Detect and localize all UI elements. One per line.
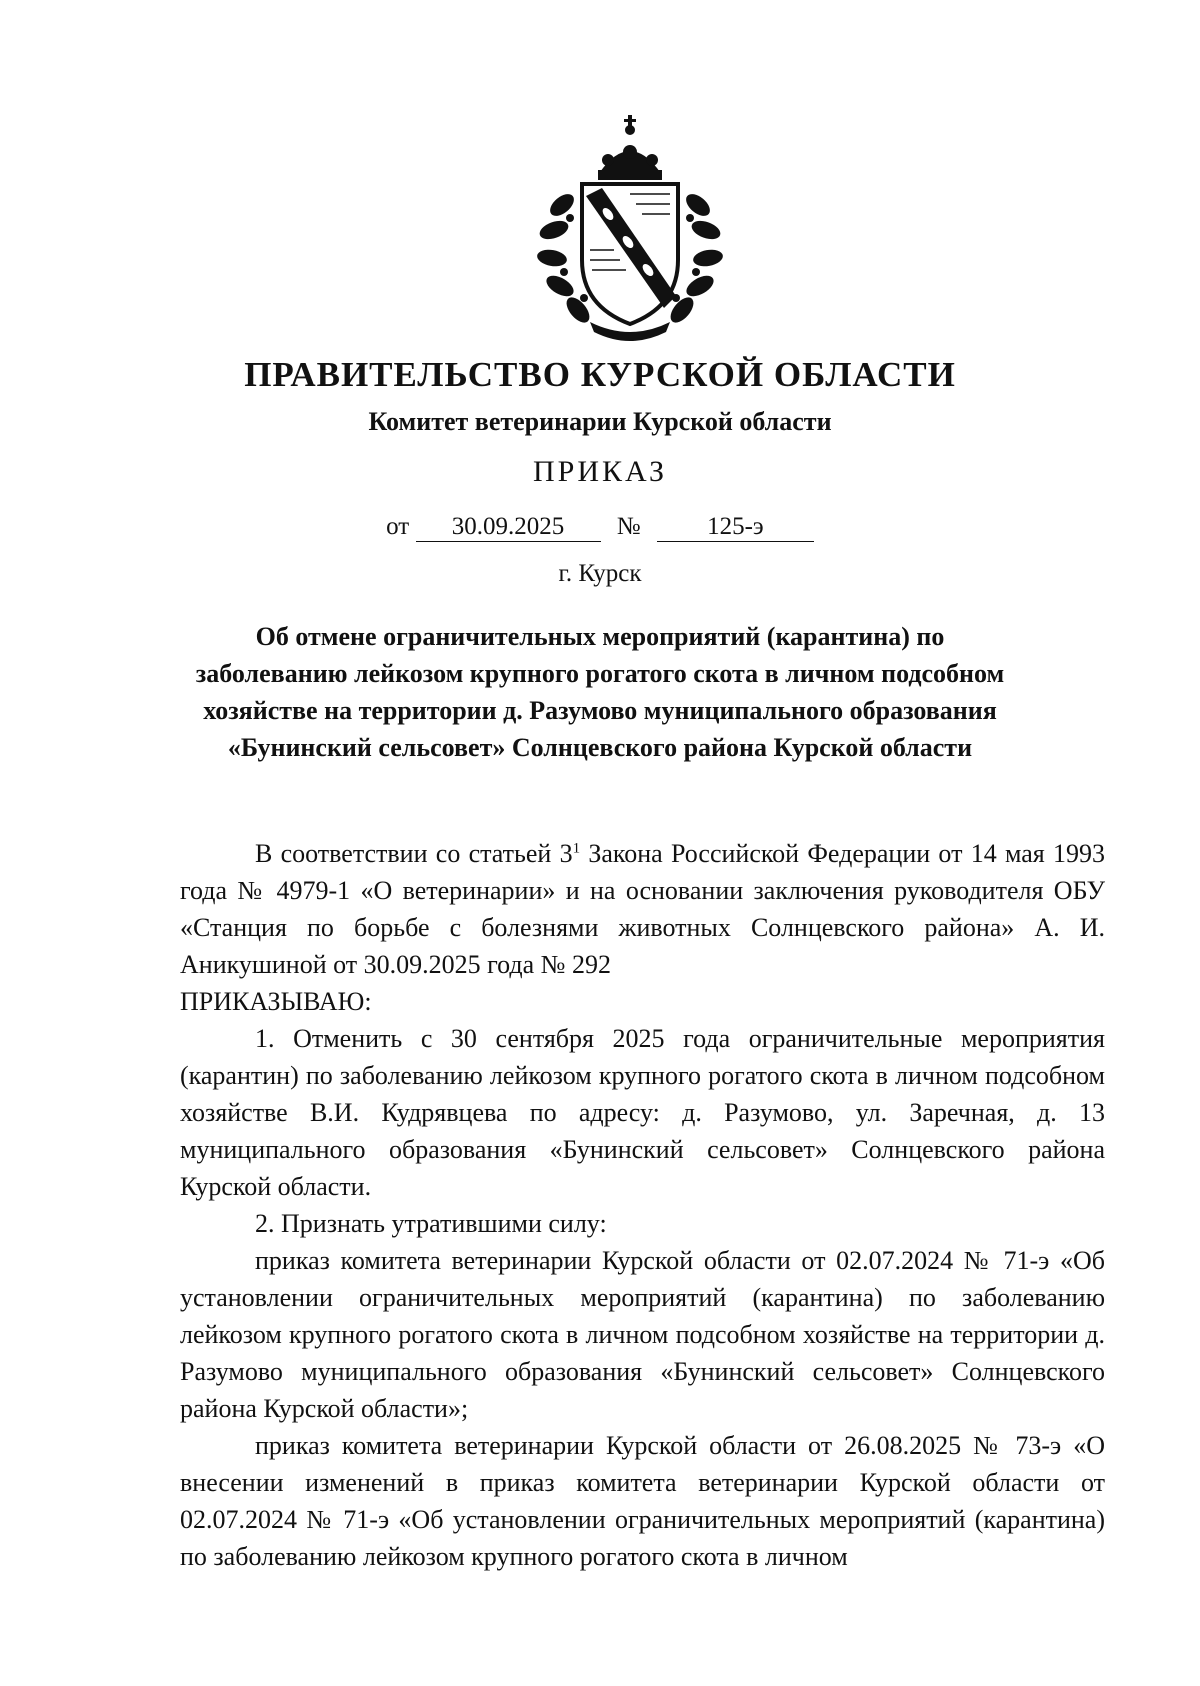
date-prefix: от xyxy=(386,513,410,540)
government-title: ПРАВИТЕЛЬСТВО КУРСКОЙ ОБЛАСТИ xyxy=(244,355,956,394)
item-2-b: приказ комитета ветеринарии Курской области от 26.08.2025 № 73-э «О внесении изменений в приказ комитета ветеринарии Курской области от 02.07.2024 № 71-э «Об установлении ограничительных мероприятий (карантина) по заболеванию лейкозом крупного рогатого скота в личном xyxy=(180,1431,1105,1571)
order-body xyxy=(180,835,1105,1575)
item-2-a: приказ комитета ветеринарии Курской области от 02.07.2024 № 71-э «Об установлении ограничительных мероприятий (карантина) по заболеванию лейкозом крупного рогатого скота в личном подсобном хозяйстве на территории д. Разумово муниципального образования «Бунинский сельсовет» Солнцевского района Курской области»; xyxy=(180,1246,1105,1423)
preamble-text: В соответствии со статьей 3 xyxy=(255,839,573,868)
committee-name: Комитет ветеринарии Курской области xyxy=(368,407,832,436)
preamble-text-cont: Закона Российской Федерации от 14 мая 1993 года № 4979-1 «О ветеринарии» и на основании заключения руководителя ОБУ «Станция по борьбе с болезнями животных Солнцевского района» А. И. Аникушиной от 30.09.2025 года № 292 xyxy=(180,839,1105,979)
order-number: 125-э xyxy=(657,513,814,542)
subject-line: хозяйстве на территории д. Разумово муниципального образования xyxy=(203,696,997,725)
number-label: № xyxy=(616,513,641,540)
order-word: ПРИКАЗЫВАЮ: xyxy=(180,987,372,1016)
subject-line: «Бунинский сельсовет» Солнцевского района Курской области xyxy=(227,733,973,762)
order-date: 30.09.2025 xyxy=(416,513,601,542)
preamble-paragraph xyxy=(180,835,1105,983)
item-2-title: 2. Признать утратившими силу: xyxy=(255,1209,607,1238)
subject-line: заболеванию лейкозом крупного рогатого скота в личном подсобном xyxy=(195,659,1005,688)
document-type: ПРИКАЗ xyxy=(533,455,667,488)
city: г. Курск xyxy=(558,560,642,587)
article-superscript: 1 xyxy=(572,840,581,857)
coat-of-arms-icon xyxy=(530,110,730,350)
item-1: 1. Отменить с 30 сентября 2025 года ограничительные мероприятия (карантин) по заболеванию лейкозом крупного рогатого скота в личном подсобном хозяйстве В.И. Кудрявцева по адресу: д. Разумово, ул. Заречная, д. 13 муниципального образования «Бунинский сельсовет» Солнцевского района Курской области. xyxy=(180,1024,1105,1201)
date-number-line xyxy=(0,513,1200,542)
order-subject xyxy=(150,618,1050,766)
subject-line: Об отмене ограничительных мероприятий (карантина) по xyxy=(255,622,945,651)
